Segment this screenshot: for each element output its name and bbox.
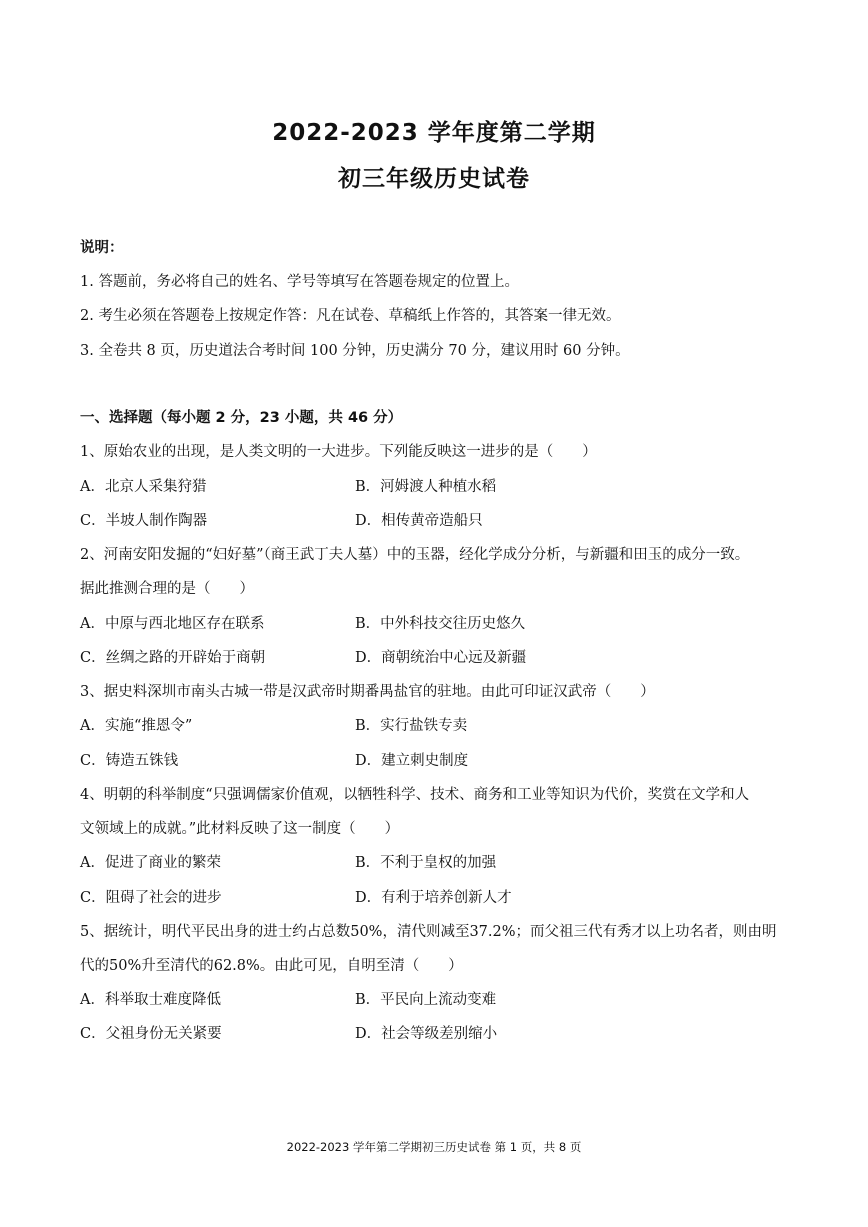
question-stem: 4、明朝的科举制度“只强调儒家价值观，以牺牲科学、技术、商务和工业等知识为代价，奖赏在文学和人 — [80, 787, 750, 803]
option-b: B．河姆渡人种植水稻 — [355, 479, 497, 495]
option-d: D．有利于培养创新人才 — [355, 890, 512, 906]
option-d: D．建立刺史制度 — [355, 753, 469, 769]
option-b: B．不利于皇权的加强 — [355, 855, 497, 871]
option-a: A．促进了商业的繁荣 — [80, 855, 221, 871]
question-stem-continued: 代的50%升至清代的62.8%。由此可见，自明至清（ ） — [80, 958, 463, 974]
option-c: C．父祖身份无关紧要 — [80, 1026, 222, 1042]
page-footer: 2022-2023 学年第二学期初三历史试卷 第 1 页，共 8 页 — [286, 1140, 582, 1154]
option-a: A．科举取士难度降低 — [80, 992, 221, 1008]
option-b: B．平民向上流动变难 — [355, 992, 497, 1008]
option-c: C．丝绸之路的开辟始于商朝 — [80, 650, 266, 666]
question-stem: 5、据统计，明代平民出身的进士约占总数50%，清代则减至37.2%；而父祖三代有秀才以上功名者，则由明 — [80, 924, 777, 940]
option-b: B．实行盐铁专卖 — [355, 718, 468, 734]
section-heading-multiple-choice: 一、选择题（每小题 2 分，23 小题，共 46 分） — [80, 410, 403, 426]
question-stem: 1、原始农业的出现，是人类文明的一大进步。下列能反映这一进步的是（ ） — [80, 444, 597, 460]
question-stem: 3、据史料深圳市南头古城一带是汉武帝时期番禺盐官的驻地。由此可印证汉武帝（ ） — [80, 684, 655, 700]
option-a: A．实施“推恩令” — [80, 718, 193, 734]
question-stem: 2、河南安阳发掘的“妇好墓”（商王武丁夫人墓）中的玉器，经化学成分分析，与新疆和田玉的成分一致。 — [80, 547, 750, 563]
option-c: C．阻碍了社会的进步 — [80, 890, 222, 906]
option-a: A．中原与西北地区存在联系 — [80, 616, 265, 632]
option-c: C．半坡人制作陶器 — [80, 513, 208, 529]
instructions-heading: 说明： — [80, 240, 124, 256]
option-d: D．商朝统治中心远及新疆 — [355, 650, 527, 666]
option-a: A．北京人采集狩猎 — [80, 479, 207, 495]
option-b: B．中外科技交往历史悠久 — [355, 616, 526, 632]
instruction-item: 1. 答题前，务必将自己的姓名、学号等填写在答题卷规定的位置上。 — [80, 274, 519, 290]
instruction-item: 3. 全卷共 8 页，历史道法合考时间 100 分钟，历史满分 70 分，建议用时 60 分钟。 — [80, 343, 630, 359]
option-d: D．相传黄帝造船只 — [355, 513, 483, 529]
question-stem-continued: 据此推测合理的是（ ） — [80, 581, 254, 597]
question-stem-continued: 文领域上的成就。”此材料反映了这一制度（ ） — [80, 821, 400, 837]
instruction-item: 2. 考生必须在答题卷上按规定作答：凡在试卷、草稿纸上作答的，其答案一律无效。 — [80, 308, 621, 324]
exam-title-term: 2022-2023 学年度第二学期 — [272, 120, 596, 146]
option-d: D．社会等级差别缩小 — [355, 1026, 498, 1042]
option-c: C．铸造五铢钱 — [80, 753, 179, 769]
exam-title-subject: 初三年级历史试卷 — [338, 166, 530, 192]
